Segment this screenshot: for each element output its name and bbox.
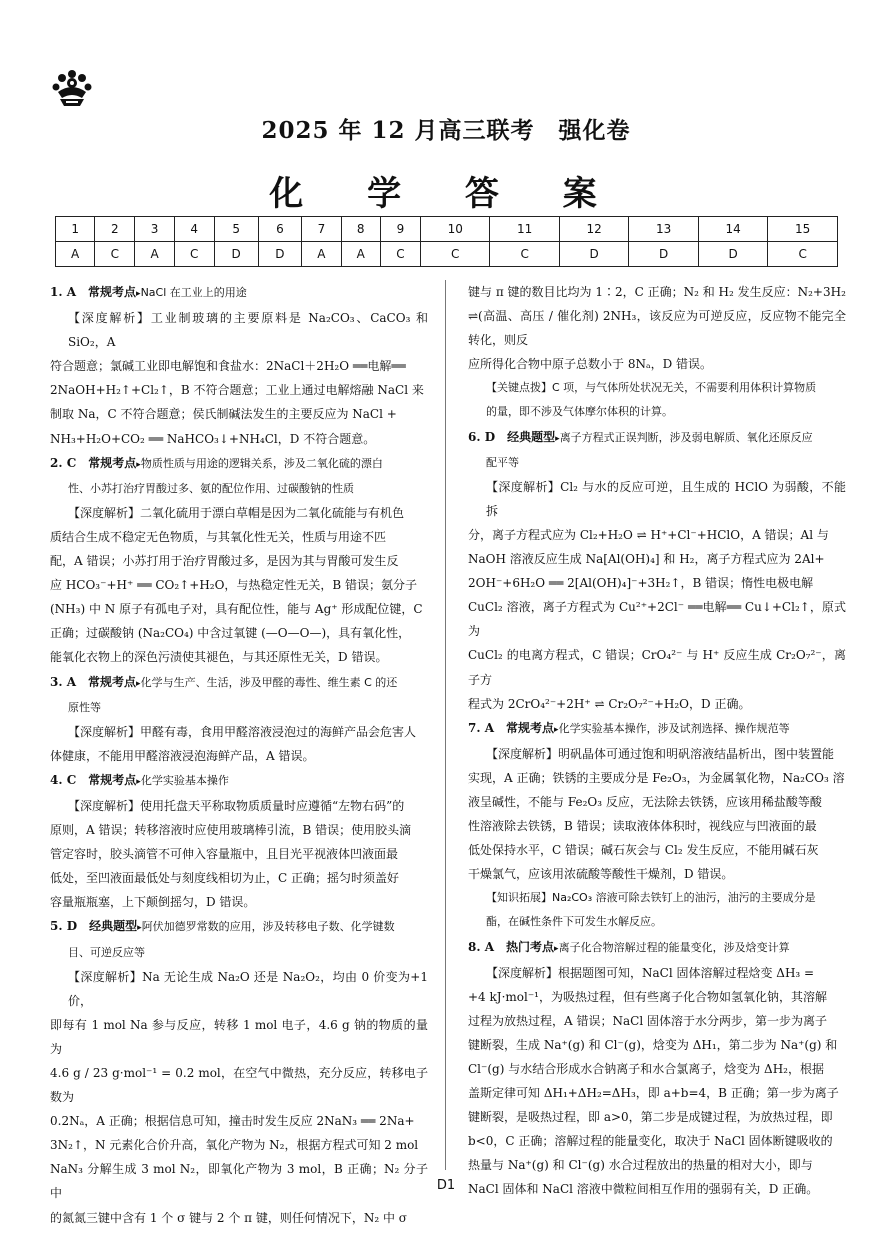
answer-cell: D [559, 242, 628, 267]
body-line: 0.2Nₐ，A 正确；根据信息可知，撞击时发生反应 2NaN₃ ══ 2Na+ [50, 1114, 415, 1129]
question-number-cell: 12 [559, 217, 628, 242]
body-line: NH₃+H₂O+CO₂ ══ NaHCO₃↓+NH₄Cl，D 不符合题意。 [50, 431, 376, 446]
question-heading [50, 670, 428, 696]
body-line: 【深度解析】使用托盘天平称取物质质量时应遵循“左物右码”的 [68, 798, 405, 813]
question-topic: 离子化合物溶解过程的能量变化，涉及焓变计算 [558, 940, 790, 954]
document-title: 2025 年 12 月高三联考 强化卷 [261, 117, 631, 144]
question-topic-continued: 性、小苏打治疗胃酸过多、氨的配位作用、过碳酸钠的性质 [68, 481, 354, 495]
question-topic-continued: 目、可逆反应等 [68, 945, 145, 959]
question-tag: 常规考点 [88, 285, 137, 299]
body-line: 过程为放热过程，A 错误；NaCl 固体溶于水分两步，第一步为离子 [468, 1013, 827, 1028]
body-line: b<0，C 正确；溶解过程的能量变化，取决于 NaCl 固体断键吸收的 [468, 1134, 833, 1149]
body-line: 程式为 2CrO₄²⁻+2H⁺ ⇌ Cr₂O₇²⁻+H₂O，D 正确。 [468, 696, 751, 711]
arrow-icon: ▸ [136, 459, 141, 470]
arrow-icon: ▸ [554, 724, 559, 735]
left-column [50, 280, 428, 1230]
body-line: 干燥氯气，应该用浓硫酸等酸性干燥剂，D 错误。 [468, 867, 734, 882]
answer-cell: D [258, 242, 302, 267]
question-topic: 物质性质与用途的逻辑关系，涉及二氧化硫的漂白 [140, 456, 383, 470]
document-subtitle: 化 学 答 案 [269, 174, 623, 214]
body-line: 的氮氮三键中含有 1 个 σ 键与 2 个 π 键，则任何情况下，N₂ 中 σ [50, 1210, 407, 1225]
question-heading [50, 914, 428, 940]
body-line: 键断裂，是吸热过程，即 a>0，第二步是成键过程，为放热过程，即 [468, 1110, 833, 1125]
body-line: 键断裂，生成 Na⁺(g) 和 Cl⁻(g)，焓变为 ΔH₁，第二步为 Na⁺(g) 和 [468, 1037, 838, 1052]
body-line: 容量瓶瓶塞，上下颠倒摇匀，D 错误。 [50, 895, 256, 910]
body-line: 【深度解析】根据题图可知，NaCl 固体溶解过程焓变 ΔH₃ = [486, 965, 815, 980]
arrow-icon: ▸ [136, 678, 141, 689]
arrow-icon: ▸ [137, 923, 142, 934]
arrow-icon: ▸ [136, 776, 141, 787]
body-line: 低处保持水平，C 错误；碱石灰会与 Cl₂ 发生反应，不能用碱石灰 [468, 843, 819, 858]
body-line: 应 HCO₃⁻+H⁺ ══ CO₂↑+H₂O，与热稳定性无关，B 错误；氨分子 [50, 578, 418, 593]
body-line: NaN₃ 分解生成 3 mol N₂，即氧化产物为 3 mol，B 正确；N₂ 分子中 [50, 1162, 428, 1201]
question-tag: 常规考点 [88, 772, 137, 787]
question-number-cell: 8 [341, 217, 380, 242]
answer-cell: A [135, 242, 174, 267]
question-tag: 热门考点 [506, 939, 555, 954]
body-line: 键与 π 键的数目比均为 1∶2，C 正确；N₂ 和 H₂ 发生反应：N₂+3H₂ [468, 285, 846, 299]
body-line: 【深度解析】二氧化硫用于漂白草帽是因为二氧化硫能与有机色 [68, 505, 405, 520]
question-number-cell: 2 [95, 217, 135, 242]
body-line: 正确；过碳酸钠 (Na₂CO₄) 中含过氧键 (—O—O—)，具有氧化性， [50, 626, 411, 641]
question-number-cell: 9 [380, 217, 420, 242]
arrow-icon: ▸ [555, 433, 560, 444]
body-line: 管定容时，胶头滴管不可伸入容量瓶中，且目光平视液体凹液面最 [50, 847, 399, 862]
body-line: 实现，A 正确；铁锈的主要成分是 Fe₂O₃，为金属氧化物，Na₂CO₃ 溶 [468, 770, 845, 785]
body-line: 盖斯定律可知 ΔH₁+ΔH₂=ΔH₃，即 a+b=4，B 正确；第一步为离子 [468, 1086, 839, 1101]
tip-line-continued: 的量，即不涉及气体摩尔体积的计算。 [486, 405, 673, 419]
question-number: 7. A [468, 720, 495, 735]
answer-cell: C [174, 242, 214, 267]
body-line: 低处，至凹液面最低处与刻度线相切为止，C 正确；摇匀时须盖好 [50, 871, 399, 886]
body-line: 质结合生成不稳定无色物质，与其氧化性无关，性质与用途不匹 [50, 529, 387, 544]
question-topic: NaCl 在工业上的用途 [140, 286, 247, 299]
question-heading [50, 280, 428, 306]
answer-table-answer-row [56, 242, 838, 267]
body-line: CuCl₂ 溶液，离子方程式为 Cu²⁺+2Cl⁻ ══电解══ Cu↓+Cl₂↑，原式为 [468, 600, 846, 639]
body-line: 【深度解析】Na 无论生成 Na₂O 还是 Na₂O₂，均由 0 价变为+1 价， [68, 969, 428, 1008]
question-topic: 化学实验基本操作 [140, 773, 229, 787]
page-number: D1 [436, 1178, 456, 1193]
question-tag: 经典题型 [507, 429, 556, 444]
question-topic: 化学实验基本操作，涉及试剂选择、操作规范等 [558, 721, 790, 735]
body-line: NaOH 溶液反应生成 Na[Al(OH)₄] 和 H₂，离子方程式应为 2Al+ [468, 552, 825, 567]
answer-cell: C [768, 242, 838, 267]
body-line: Cl⁻(g) 与水结合形成水合钠离子和水合氯离子，焓变为 ΔH₂，根据 [468, 1062, 824, 1076]
answer-cell: C [420, 242, 489, 267]
body-line: 4.6 g / 23 g·mol⁻¹ = 0.2 mol，在空气中微热，充分反应，转移电子数为 [50, 1066, 428, 1105]
body-line: 制取 Na，C 不符合题意；侯氏制碱法发生的主要反应为 NaCl + [50, 407, 397, 422]
answer-cell: C [490, 242, 559, 267]
question-number: 1. A [50, 285, 77, 299]
answer-table-number-row [56, 217, 838, 242]
question-number-cell: 13 [629, 217, 698, 242]
body-line: +4 kJ·mol⁻¹，为吸热过程，但有些离子化合物如氢氧化钠，其溶解 [468, 989, 827, 1004]
answer-cell: A [302, 242, 341, 267]
question-number-cell: 5 [214, 217, 258, 242]
body-line: (NH₃) 中 N 原子有孤电子对，具有配位性，能与 Ag⁺ 形成配位键，C [50, 602, 423, 617]
arrow-icon: ▸ [136, 289, 141, 299]
body-line: 分，离子方程式应为 Cl₂+H₂O ⇌ H⁺+Cl⁻+HClO，A 错误；Al 与 [468, 527, 829, 542]
question-topic-continued: 原性等 [68, 700, 101, 714]
column-divider [445, 280, 446, 1170]
body-line: 【深度解析】工业制玻璃的主要原料是 Na₂CO₃、CaCO₃ 和 SiO₂，A [68, 311, 428, 350]
question-number-cell: 6 [258, 217, 302, 242]
question-number-cell: 7 [302, 217, 341, 242]
body-line: 性溶液除去铁锈，B 错误；读取液体体积时，视线应与凹液面的最 [468, 819, 817, 834]
arrow-icon: ▸ [554, 943, 559, 954]
body-line: 配，A 错误；小苏打用于治疗胃酸过多，是因为其与胃酸可发生反 [50, 554, 399, 569]
question-heading [468, 935, 846, 961]
right-column [468, 280, 846, 1202]
question-number: 4. C [50, 772, 77, 787]
question-number: 5. D [50, 919, 78, 934]
question-tag: 常规考点 [88, 455, 137, 470]
body-line: 热量与 Na⁺(g) 和 Cl⁻(g) 水合过程放出的热量的相对大小，即与 [468, 1158, 813, 1173]
body-line: 原则，A 错误；转移溶液时应使用玻璃棒引流，B 错误；使用胶头滴 [50, 823, 412, 838]
question-number: 2. C [50, 455, 77, 470]
flower-emblem-icon [50, 68, 94, 108]
tip-line: 【知识拓展】Na₂CO₃ 溶液可除去铁钉上的油污，油污的主要成分是 [486, 891, 816, 905]
question-number-cell: 3 [135, 217, 174, 242]
body-line: 即每有 1 mol Na 参与反应，转移 1 mol 电子，4.6 g 钠的物质的量为 [50, 1017, 428, 1056]
answer-table [55, 216, 838, 267]
answer-cell: C [95, 242, 135, 267]
tip-line: 【关键点拨】C 项，与气体所处状况无关，不需要利用体积计算物质 [486, 381, 817, 395]
question-topic: 阿伏加德罗常数的应用，涉及转移电子数、化学键数 [141, 920, 395, 934]
body-line: 3N₂↑，N 元素化合价升高，氧化产物为 N₂，根据方程式可知 2 mol [50, 1138, 419, 1153]
question-heading [50, 768, 428, 794]
body-line: 符合题意；氯碱工业即电解饱和食盐水：2NaCl＋2H₂O ══电解══ [50, 359, 406, 374]
question-number-cell: 1 [56, 217, 95, 242]
question-tag: 常规考点 [506, 720, 555, 735]
answer-cell: C [380, 242, 420, 267]
body-line: 【深度解析】Cl₂ 与水的反应可逆，且生成的 HClO 为弱酸，不能拆 [486, 479, 846, 518]
body-line: 液呈碱性，不能与 Fe₂O₃ 反应，无法除去铁锈，应该用稀盐酸等酸 [468, 794, 822, 809]
body-line: ⇌(高温、高压 / 催化剂) 2NH₃，该反应为可逆反应，反应物不能完全转化，则反 [468, 309, 846, 348]
question-topic: 化学与生产、生活，涉及甲醛的毒性、维生素 C 的还 [140, 675, 398, 689]
question-number: 8. A [468, 939, 495, 954]
body-line: 【深度解析】明矾晶体可通过饱和明矾溶液结晶析出，图中装置能 [486, 746, 835, 761]
question-topic: 离子方程式正误判断，涉及弱电解质、氧化还原反应 [559, 430, 813, 444]
answer-cell: D [698, 242, 767, 267]
question-tag: 常规考点 [88, 674, 137, 689]
question-number-cell: 14 [698, 217, 767, 242]
answer-cell: D [214, 242, 258, 267]
body-line: 【深度解析】甲醛有毒，食用甲醛溶液浸泡过的海鲜产品会危害人 [68, 724, 417, 739]
question-number: 3. A [50, 674, 77, 689]
body-line: 体健康，不能用甲醛溶液浸泡海鲜产品，A 错误。 [50, 748, 315, 763]
answer-cell: D [629, 242, 698, 267]
body-line: NaCl 固体和 NaCl 溶液中微粒间相互作用的强弱有关，D 正确。 [468, 1182, 819, 1197]
question-tag: 经典题型 [89, 919, 138, 934]
question-heading [468, 425, 846, 451]
question-heading [50, 451, 428, 477]
question-heading [468, 716, 846, 742]
body-line: 能氧化衣物上的深色污渍使其褪色，与其还原性无关，D 错误。 [50, 650, 388, 665]
body-line: CuCl₂ 的电离方程式，C 错误；CrO₄²⁻ 与 H⁺ 反应生成 Cr₂O₇²⁻，离子方 [468, 648, 846, 687]
answer-cell: A [56, 242, 95, 267]
tip-line-continued: 酯，在碱性条件下可发生水解反应。 [486, 915, 662, 929]
question-number-cell: 10 [420, 217, 489, 242]
body-line: 2NaOH+H₂↑+Cl₂↑，B 不符合题意；工业上通过电解熔融 NaCl 来 [50, 383, 424, 398]
question-number-cell: 4 [174, 217, 214, 242]
question-number-cell: 11 [490, 217, 559, 242]
body-line: 2OH⁻+6H₂O ══ 2[Al(OH)₄]⁻+3H₂↑，B 错误；惰性电极电解 [468, 576, 814, 591]
question-number-cell: 15 [768, 217, 838, 242]
answer-cell: A [341, 242, 380, 267]
question-number: 6. D [468, 429, 496, 444]
body-line: 应所得化合物中原子总数小于 8Nₐ，D 错误。 [468, 357, 713, 372]
question-topic-continued: 配平等 [486, 455, 519, 469]
